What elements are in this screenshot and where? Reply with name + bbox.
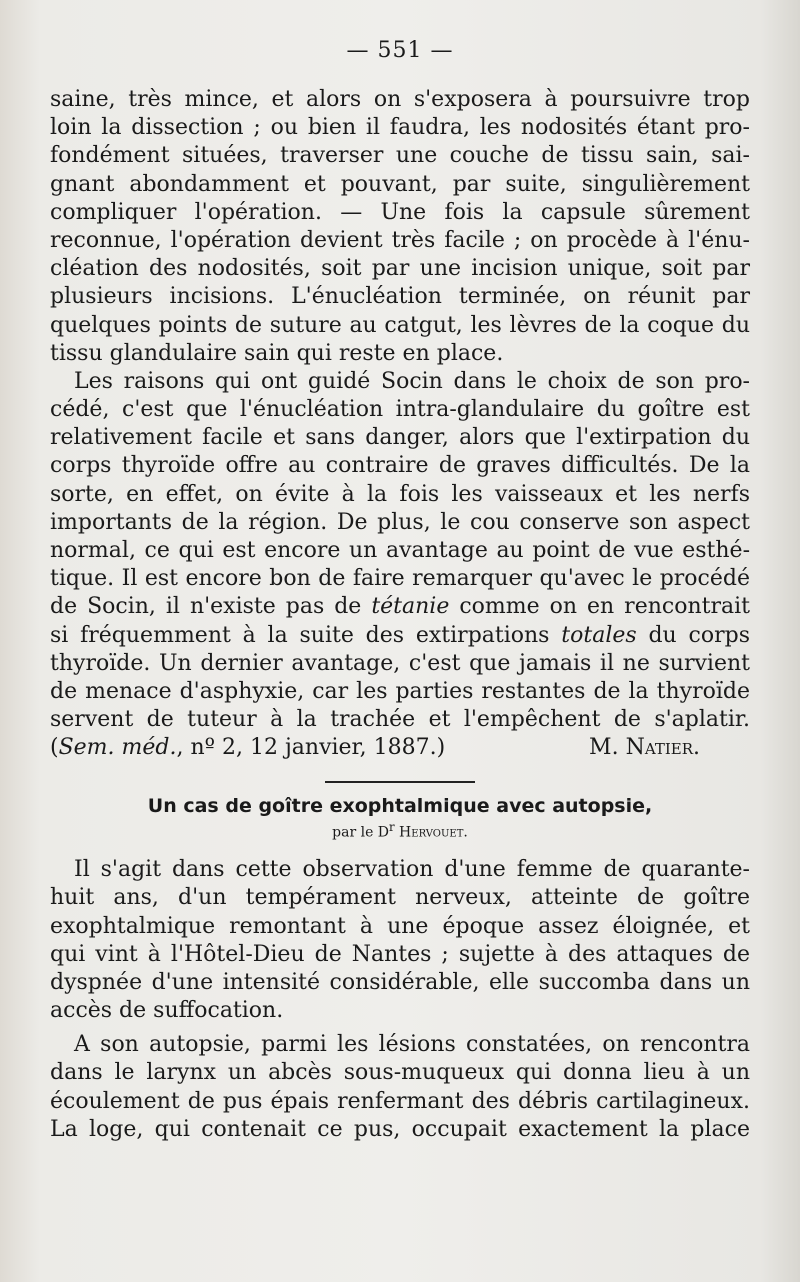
author-name: Natier. [625, 735, 700, 761]
text-line: sorte, en effet, on évite à la fois les vaisseaux et les nerfs [50, 481, 750, 507]
text-line: cléation des nodosités, soit par une incision unique, soit par [50, 256, 750, 282]
paragraph-3 [50, 856, 750, 1025]
journal-name: Sem. méd. [58, 735, 177, 761]
text-line: loin la dissection ; ou bien il faudra, les nodosités étant pro- [50, 115, 750, 141]
paragraph-2 [50, 368, 750, 763]
text-line: de menace d'asphyxie, car les parties restantes de la thyroïde [50, 678, 750, 704]
citation-details: , nº 2, 12 janvier, 1887.) [176, 735, 446, 761]
text-segment: si fréquemment à la suite des extirpations [50, 622, 562, 648]
text-line: plusieurs incisions. L'énucléation terminée, on réunit par [50, 284, 750, 310]
text-line: normal, ce qui est encore un avantage au point de vue esthé- [50, 538, 750, 563]
article-title: Un cas de goître exophtalmique avec autopsie, [147, 794, 653, 817]
text-line: importants de la région. De plus, le cou conserve son aspect [50, 509, 750, 535]
text-line: Il s'agit dans cette observation d'une femme de quarante- [74, 857, 750, 883]
text-line: quelques points de suture au catgut, les lèvres de la coque du [50, 312, 750, 338]
text-line: thyroïde. Un dernier avantage, c'est que jamais il ne survient [50, 650, 750, 676]
text-line [50, 593, 750, 621]
text-segment: de Socin, il n'existe pas de [50, 594, 372, 620]
text-line: saine, très mince, et alors on s'exposera à poursuivre trop [50, 87, 750, 112]
text-segment: ( [50, 735, 59, 761]
text-segment: M. [589, 735, 626, 761]
text-line: A son autopsie, parmi les lésions constatées, on rencontra [74, 1032, 750, 1058]
text-line: exophtalmique remontant à une époque assez éloignée, et [50, 913, 750, 939]
author-signature [589, 734, 700, 762]
byline-author: Hervouet. [394, 824, 468, 841]
text-segment: comme on en rencontrait [449, 594, 750, 620]
text-line: tique. Il est encore bon de faire remarquer qu'avec le procédé [50, 566, 750, 592]
text-line: gnant abondamment et pouvant, par suite, singulièrement [50, 171, 750, 197]
text-segment: r [389, 819, 395, 834]
italic-term: totales [561, 622, 637, 648]
section-divider [325, 781, 475, 783]
page-number: — 551 — [346, 38, 454, 63]
body-text [50, 86, 750, 1144]
text-line: compliquer l'opération. — Une fois la capsule sûrement [50, 199, 750, 225]
text-line: dyspnée d'une intensité considérable, elle succomba dans un [50, 969, 750, 995]
article-byline [50, 817, 750, 843]
text-line: corps thyroïde offre au contraire de graves difficultés. De la [50, 453, 750, 479]
italic-term: tétanie [371, 594, 450, 620]
citation-line [50, 734, 750, 762]
text-line: dans le larynx un abcès sous-muqueux qui donna lieu à un [50, 1060, 750, 1086]
text-line: Les raisons qui ont guidé Socin dans le choix de son pro- [74, 368, 750, 394]
text-line: tissu glandulaire sain qui reste en place. [50, 340, 504, 366]
text-segment: du corps [636, 622, 750, 648]
paragraph-1 [50, 86, 750, 368]
text-line: La loge, qui contenait ce pus, occupait exactement la place [50, 1116, 750, 1142]
text-line: fondément situées, traverser une couche de tissu sain, sai- [50, 143, 750, 169]
text-line: écoulement de pus épais renfermant des débris cartilagineux. [50, 1088, 750, 1114]
text-segment: par le D [332, 824, 390, 841]
text-line [50, 622, 750, 650]
text-line: servent de tuteur à la trachée et l'empêchent de s'aplatir. [50, 707, 750, 733]
text-line: accès de suffocation. [50, 998, 284, 1024]
text-line: reconnue, l'opération devient très facile ; on procède à l'énu- [50, 227, 750, 253]
text-line: huit ans, d'un tempérament nerveux, atteinte de goître [50, 885, 750, 911]
text-line: qui vint à l'Hôtel-Dieu de Nantes ; sujette à des attaques de [50, 941, 750, 967]
text-line: cédé, c'est que l'énucléation intra-glandulaire du goître est [50, 397, 750, 423]
paragraph-4 [50, 1031, 750, 1144]
text-line: relativement facile et sans danger, alors que l'extirpation du [50, 425, 750, 451]
